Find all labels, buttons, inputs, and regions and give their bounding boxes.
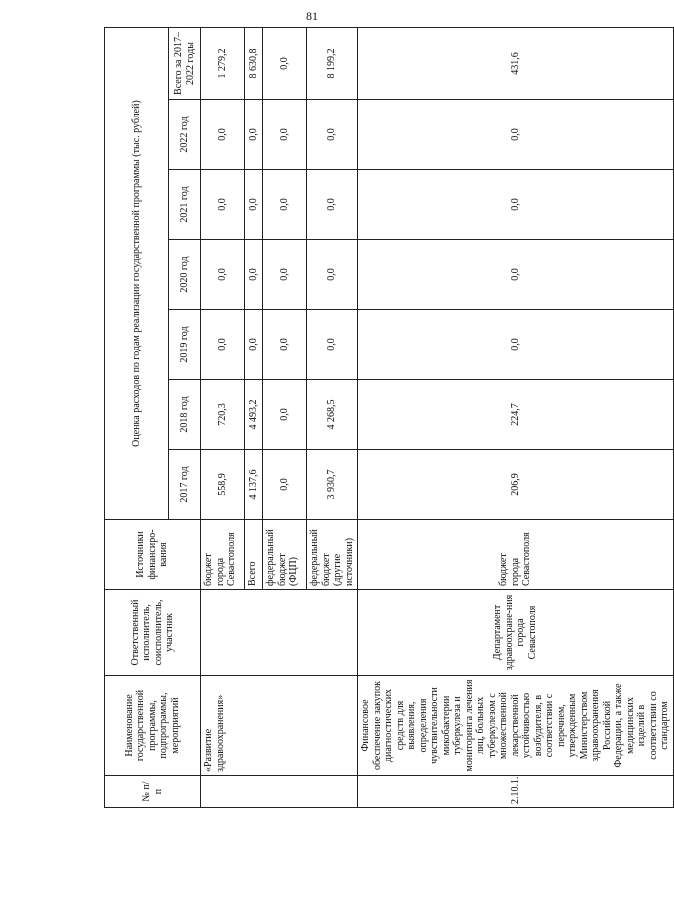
header-year: 2018 год (169, 380, 201, 450)
value-cell: 0,0 (245, 240, 263, 310)
rotated-table-wrapper (104, 28, 670, 846)
header-executor: Ответственный исполнитель, соисполнитель, участник (105, 590, 201, 676)
value-cell: 0,0 (307, 310, 358, 380)
header-num: № п/п (105, 776, 201, 808)
source-cell: федеральный бюджет (другие источники) (307, 520, 358, 590)
value-cell: 0,0 (201, 240, 245, 310)
header-name: Наименование государственной программы, подпрограммы, мероприятий (105, 676, 201, 776)
header-year: 2020 год (169, 240, 201, 310)
header-year-total: Всего за 2017–2022 годы (169, 27, 201, 99)
measure-executor: Департамент здравоохране-ния города Севастополя (358, 590, 674, 676)
value-cell: 0,0 (358, 310, 674, 380)
total-cell: 8 630,8 (245, 27, 263, 99)
value-cell: 0,0 (201, 310, 245, 380)
source-cell: бюджет города Севастополя (201, 520, 245, 590)
header-year: 2019 год (169, 310, 201, 380)
header-year: 2017 год (169, 450, 201, 520)
value-cell: 0,0 (358, 100, 674, 170)
value-cell: 0,0 (307, 240, 358, 310)
header-expenses: Оценка расходов по годам реализации государственной программы (тыс. рублей) (105, 27, 169, 519)
table-row (358, 27, 674, 807)
header-source: Источники финансиро-вания (105, 520, 201, 590)
total-cell: 0,0 (263, 27, 307, 99)
value-cell: 0,0 (263, 170, 307, 240)
value-cell: 0,0 (263, 450, 307, 520)
total-cell: 431,6 (358, 27, 674, 99)
program-executor (201, 590, 358, 676)
expenses-table (104, 27, 674, 808)
source-cell: федеральный бюджет (ФЦП) (263, 520, 307, 590)
value-cell: 0,0 (263, 240, 307, 310)
source-cell: Всего (245, 520, 263, 590)
value-cell: 558,9 (201, 450, 245, 520)
source-cell: бюджет города Севастополя (358, 520, 674, 590)
program-name: «Развитие здравоохранения» (201, 676, 358, 776)
value-cell: 0,0 (307, 170, 358, 240)
table-row (201, 27, 245, 807)
measure-name: Финансовое обеспечение закупок диагностических средств для выявления, определения чувствительности микобактерии туберкулеза и мониторинга лечения лиц, больных туберкулезом с множественной лекарственной устойчивостью возбудителя, в соответствии с перечнем, утвержденным Министерством здравоохранения Российской Федерации, а также медицинских изделий в соответствии со стандартом (358, 676, 674, 776)
value-cell: 0,0 (201, 100, 245, 170)
value-cell: 4 268,5 (307, 380, 358, 450)
page-number: 81 (306, 9, 318, 23)
value-cell: 4 137,6 (245, 450, 263, 520)
measure-num: 2.10.1. (358, 776, 674, 808)
header-year: 2022 год (169, 100, 201, 170)
value-cell: 0,0 (263, 380, 307, 450)
total-cell: 8 199,2 (307, 27, 358, 99)
value-cell: 4 493,2 (245, 380, 263, 450)
total-cell: 1 279,2 (201, 27, 245, 99)
value-cell: 206,9 (358, 450, 674, 520)
value-cell: 0,0 (358, 240, 674, 310)
value-cell: 0,0 (201, 170, 245, 240)
program-num (201, 776, 358, 808)
value-cell: 0,0 (358, 170, 674, 240)
value-cell: 0,0 (263, 100, 307, 170)
value-cell: 0,0 (245, 100, 263, 170)
value-cell: 0,0 (245, 170, 263, 240)
rotated-table (104, 28, 670, 808)
value-cell: 224,7 (358, 380, 674, 450)
value-cell: 0,0 (307, 100, 358, 170)
value-cell: 3 930,7 (307, 450, 358, 520)
header-year: 2021 год (169, 170, 201, 240)
value-cell: 0,0 (263, 310, 307, 380)
value-cell: 0,0 (245, 310, 263, 380)
value-cell: 720,3 (201, 380, 245, 450)
